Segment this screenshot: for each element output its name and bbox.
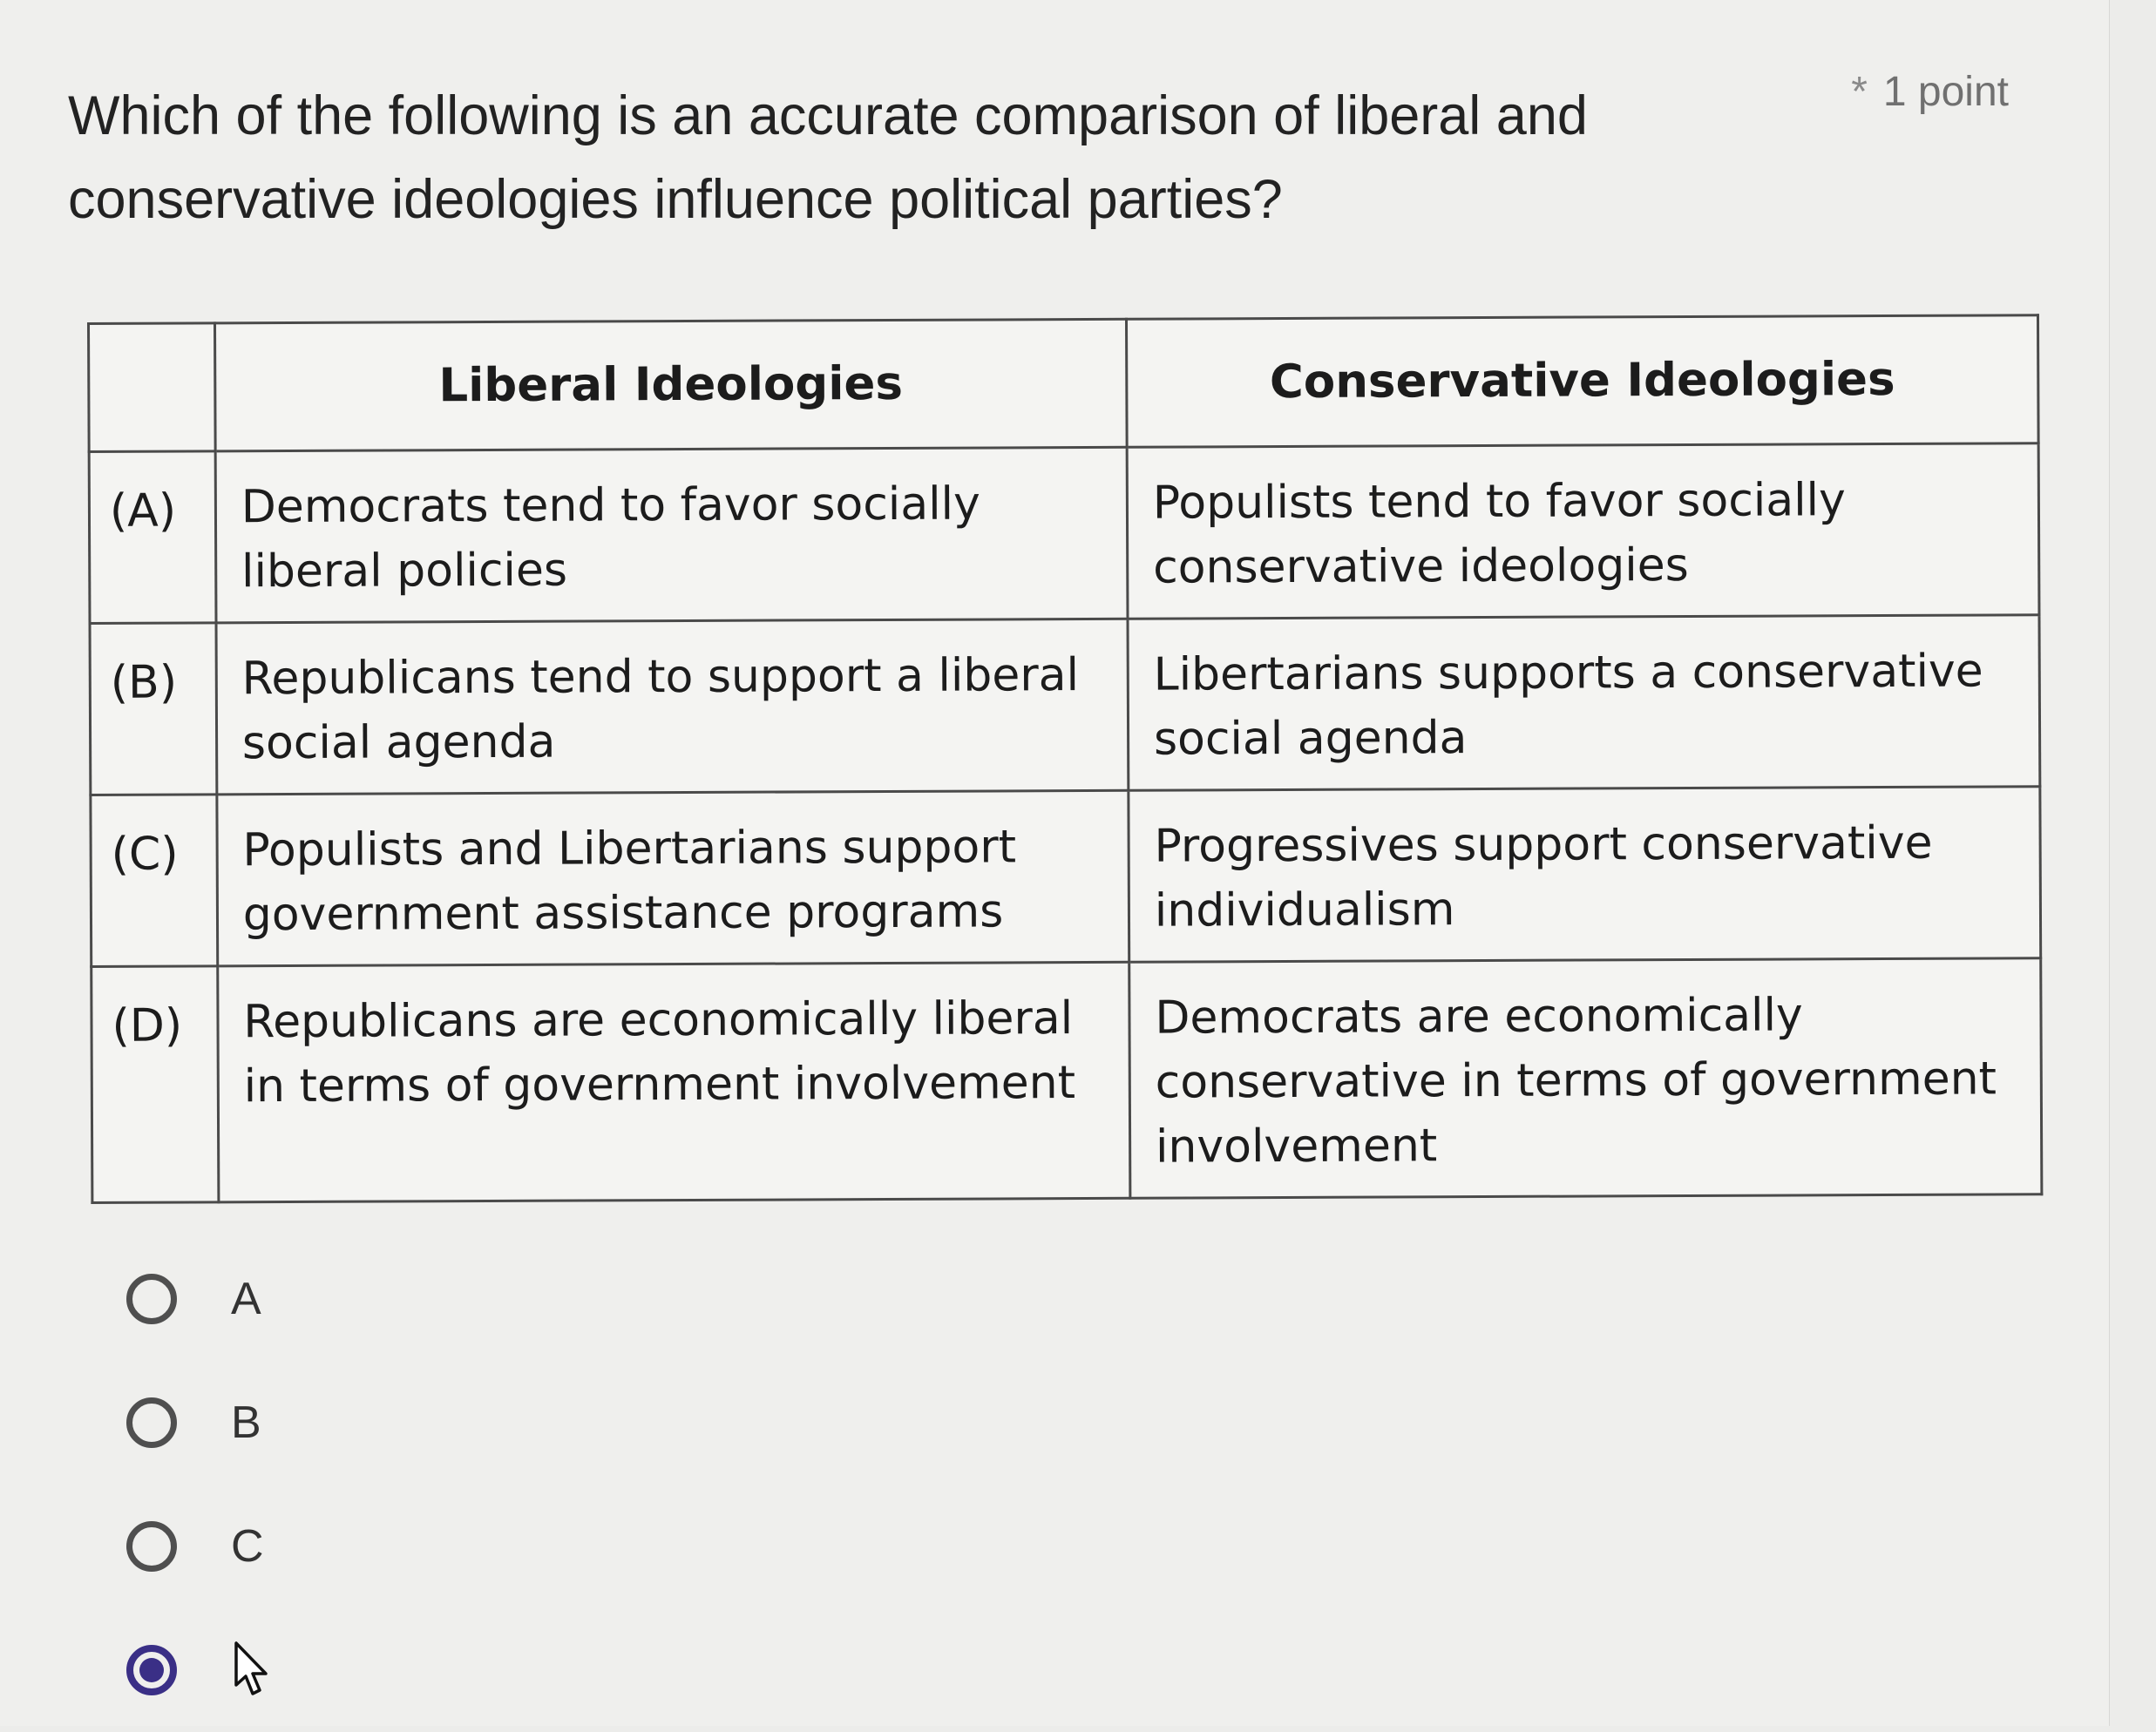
option-label: B (231, 1397, 261, 1448)
answer-options (126, 1237, 275, 1732)
row-letter: (C) (91, 795, 218, 967)
option-label: C (231, 1521, 264, 1572)
liberal-cell: Republicans tend to support a liberal social agenda (216, 619, 1129, 795)
question-line-1: Which of the following is an accurate comparison of liberal and (68, 85, 1588, 146)
liberal-cell: Republicans are economically liberal in terms of government involvement (218, 962, 1130, 1202)
liberal-cell: Democrats tend to favor socially liberal policies (215, 447, 1128, 623)
radio-button-selected[interactable] (126, 1645, 177, 1695)
points-label: 1 point (1882, 69, 2009, 115)
liberal-cell: Populists and Libertarians support government assistance programs (217, 790, 1129, 966)
header-liberal: Liberal Ideologies (214, 319, 1127, 451)
header-letter (89, 323, 215, 452)
conservative-cell: Populists tend to favor socially conservative ideologies (1127, 443, 2039, 619)
question-line-2: conservative ideologies influence political parties? (68, 169, 1283, 230)
table-row (91, 787, 2041, 967)
row-letter: (D) (92, 966, 219, 1203)
table-header-row (89, 315, 2039, 452)
points-indicator (1851, 68, 2009, 116)
option-d[interactable] (126, 1608, 275, 1732)
table-row (89, 443, 2039, 624)
table-row (90, 615, 2040, 795)
pointer-cursor-icon (231, 1640, 275, 1701)
question-text (68, 74, 1637, 241)
required-asterisk: * (1851, 69, 1868, 115)
conservative-cell: Democrats are economically conservative in terms of government involvement (1129, 958, 2042, 1199)
row-letter: (A) (89, 451, 216, 624)
table-row (92, 958, 2042, 1203)
row-letter: (B) (90, 623, 217, 795)
option-c[interactable] (126, 1485, 275, 1608)
option-b[interactable] (126, 1361, 275, 1485)
radio-button[interactable] (126, 1521, 177, 1572)
option-a[interactable] (126, 1237, 275, 1361)
radio-button[interactable] (126, 1274, 177, 1324)
radio-button[interactable] (126, 1397, 177, 1448)
ideologies-table (87, 314, 2043, 1204)
header-conservative: Conservative Ideologies (1126, 315, 2038, 448)
option-label: A (231, 1274, 261, 1324)
conservative-cell: Progressives support conservative individualism (1129, 787, 2041, 963)
conservative-cell: Libertarians supports a conservative social agenda (1128, 615, 2040, 791)
